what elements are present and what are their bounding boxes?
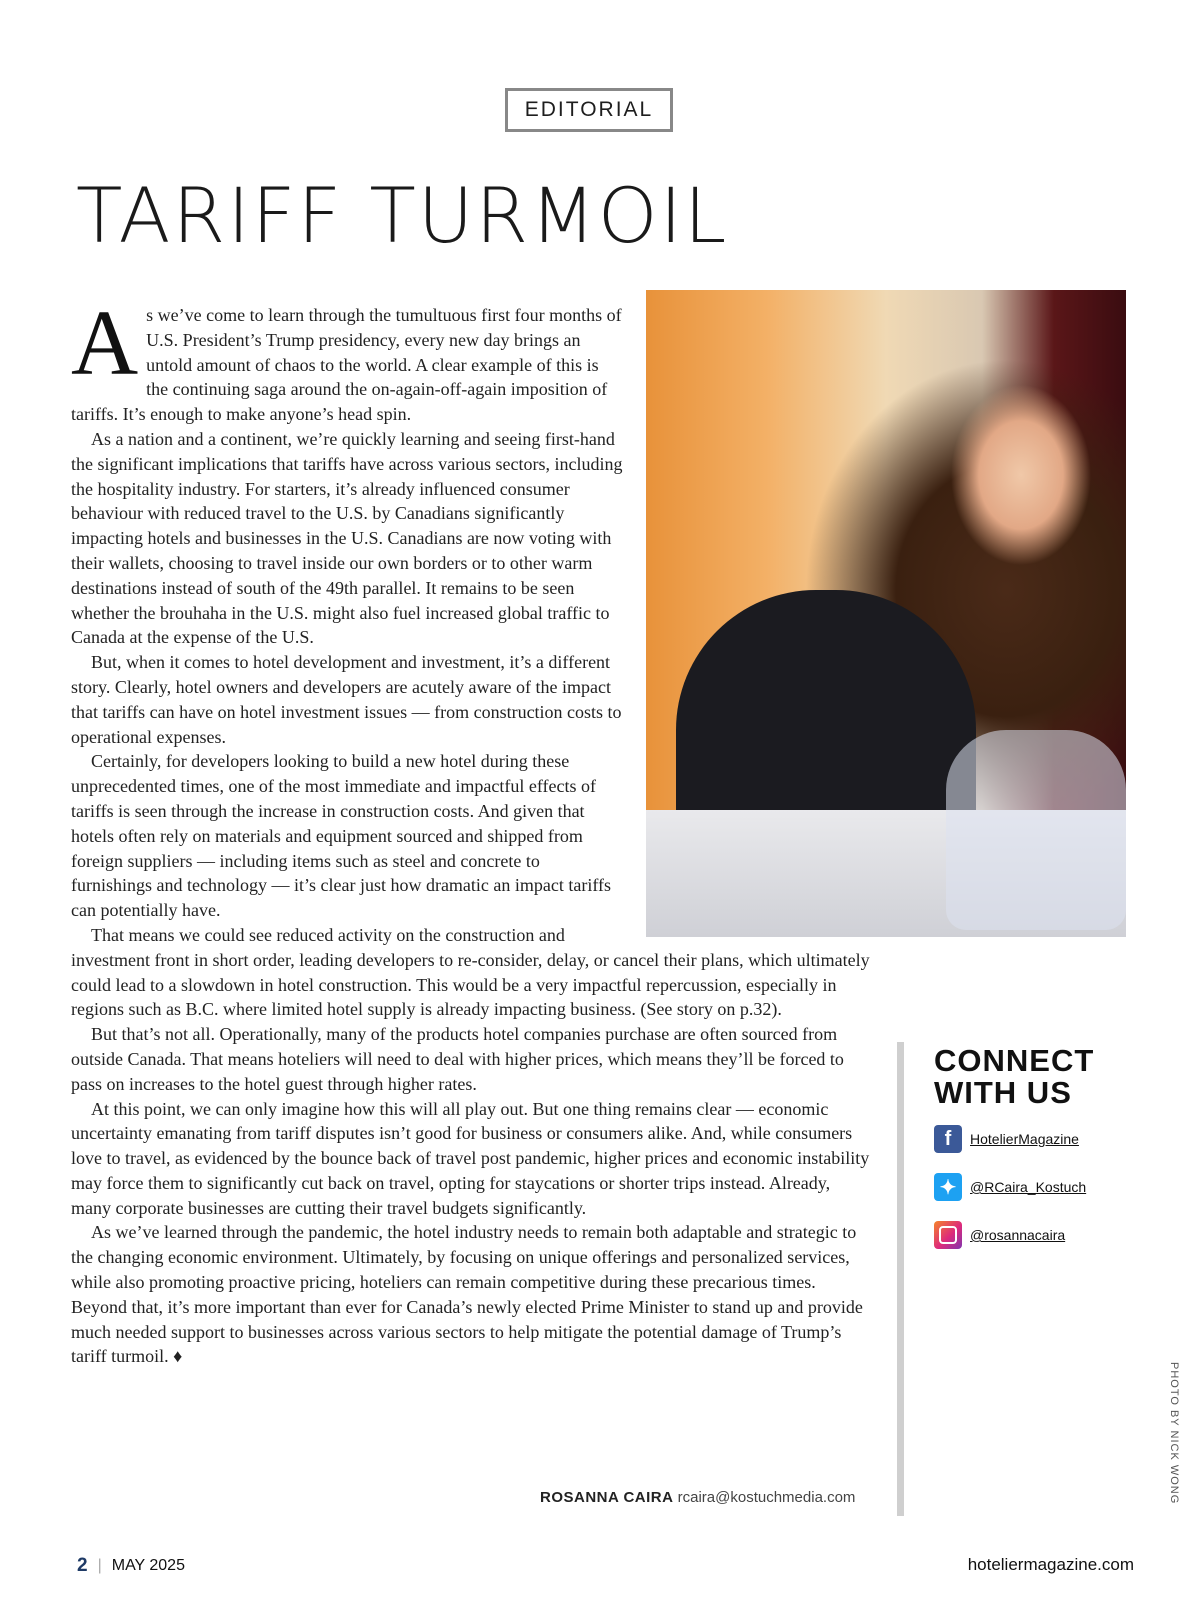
photo-credit: PHOTO BY NICK WONG (1168, 1362, 1180, 1505)
article-paragraph: At this point, we can only imagine how this will all play out. But one thing remains clear — economic uncertainty emanating from tariff disputes isn’t good for business or consumers alike. And, while consumers love to travel, as evidenced by the bounce back of travel post pandemic, higher prices and economic instability may force them to significantly cut back on travel, opting for staycations or shorter trips instead. Already, many corporate businesses are cutting their travel budgets significantly. (71, 1098, 870, 1218)
issue-date: MAY 2025 (111, 1557, 185, 1574)
article-paragraph: But, when it comes to hotel development and investment, it’s a different story. Clearly, hotel owners and developers are acutely aware of the impact that tariffs can have on hotel investment issues — from construction costs to operational expenses. (71, 652, 622, 747)
social-link-label[interactable]: HotelierMagazine (970, 1131, 1079, 1147)
sidebar-divider (897, 1042, 904, 1516)
article-paragraph: As we’ve learned through the pandemic, the hotel industry needs to remain both adaptable and strategic to the changing economic environment. Ultimately, by focusing on unique offerings and personalized services, while also promoting proactive pricing, hoteliers can remain competitive during these precarious times. Beyond that, it’s more important than ever for Canada’s newly elected Prime Minister to stand up and provide much needed support to businesses across various sectors to help mitigate the potential damage of Trump’s tariff turmoil. ♦ (71, 1222, 863, 1367)
social-link-instagram[interactable] (934, 1221, 1065, 1249)
social-link-twitter[interactable] (934, 1173, 1086, 1201)
article-body (71, 292, 871, 1369)
section-label: EDITORIAL (505, 88, 673, 132)
footer-left (77, 1555, 185, 1577)
byline (540, 1489, 855, 1506)
social-link-label[interactable]: @rosannacaira (970, 1227, 1066, 1243)
drop-cap: A (71, 292, 139, 395)
article-paragraph: But that’s not all. Operationally, many of the products hotel companies purchase are often sourced from outside Canada. That means hoteliers will need to deal with higher prices, which means they’ll be forced to pass on increases to the hotel guest through higher rates. (71, 1024, 844, 1094)
instagram-icon (934, 1221, 962, 1249)
author-name: ROSANNA CAIRA (540, 1489, 674, 1506)
article-paragraph: That means we could see reduced activity on the construction and investment front in short order, leading developers to re-consider, delay, or cancel their plans, which ultimately could lead to a slowdown in hotel construction. This would be a very impactful repercussion, especially in regions such as B.C. where limited hotel supply is already impacting business. (See story on p.32). (71, 924, 870, 1020)
author-email[interactable]: rcaira@kostuchmedia.com (677, 1489, 856, 1506)
photo-glass-shape (946, 730, 1126, 930)
website-link[interactable]: hoteliermagazine.com (967, 1555, 1134, 1574)
page-number: 2 (77, 1555, 88, 1576)
article-headline: TARIFF TURMOIL (76, 171, 729, 260)
connect-heading: CONNECT WITH US (934, 1043, 1095, 1110)
social-link-label[interactable]: @RCaira_Kostuch (970, 1179, 1087, 1195)
photo-wrap-spacer (623, 303, 871, 943)
facebook-icon: f (934, 1125, 962, 1153)
twitter-icon: ✦ (934, 1173, 962, 1201)
article-paragraph: As we’ve come to learn through the tumultuous first four months of U.S. President’s Trump presidency, every new day brings an untold amount of chaos to the world. A clear example of this is the continuing saga around the on-again-off-again imposition of tariffs. It’s enough to make anyone’s head spin. (71, 292, 622, 425)
footer-separator: | (97, 1557, 102, 1574)
article-paragraph: Certainly, for developers looking to build a new hotel during these unprecedented times, one of the most immediate and impactful effects of tariffs is seen through the increase in construction costs. And given that hotels often rely on materials and equipment sourced and shipped from foreign suppliers — including items such as steel and concrete to furnishings and technology — it’s clear just how dramatic an impact tariffs can potentially have. (71, 751, 612, 921)
article-paragraph: As a nation and a continent, we’re quickly learning and seeing first-hand the significant implications that tariffs have across various sectors, including the hospitality industry. For starters, it’s already influenced consumer behaviour with reduced travel to the U.S. by Canadians significantly impacting hotels and businesses in the U.S. Canadians are now voting with their wallets, choosing to travel inside our own borders or to other warm destinations instead of south of the 49th parallel. It remains to be seen whether the brouhaha in the U.S. might also fuel increased global traffic to Canada at the expense of the U.S. (71, 428, 623, 648)
social-link-facebook[interactable] (934, 1125, 1079, 1153)
